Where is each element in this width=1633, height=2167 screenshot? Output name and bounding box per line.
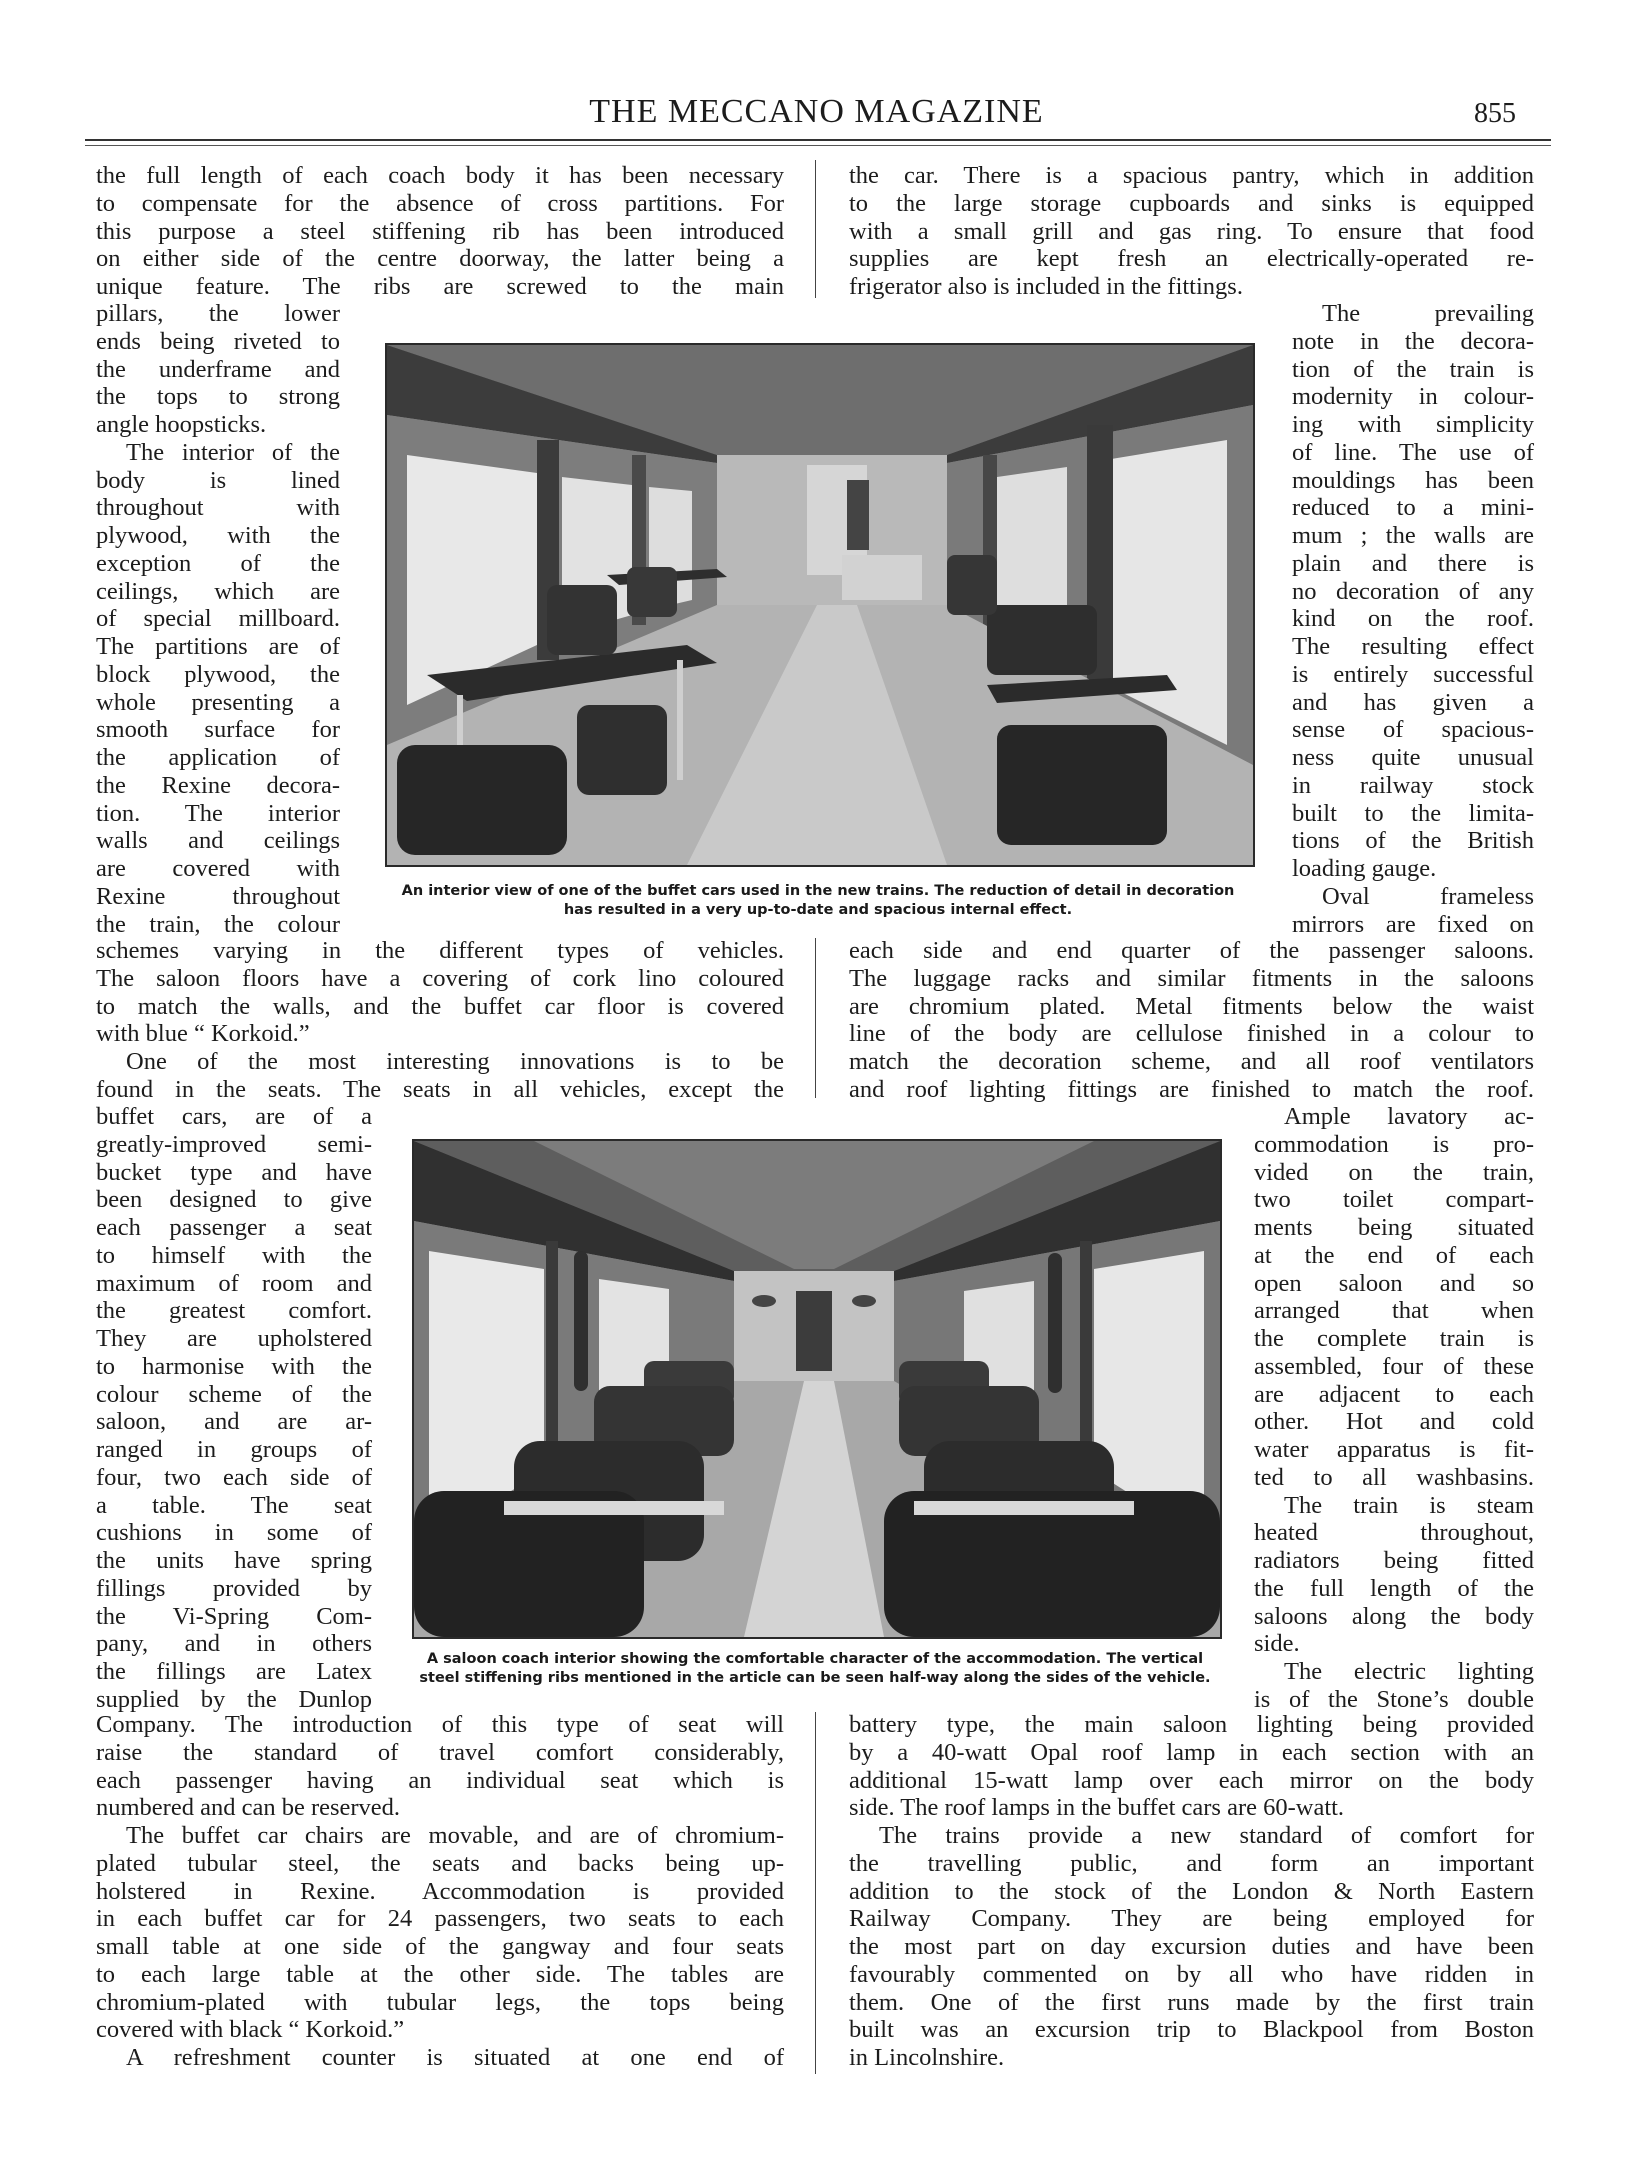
text-line: built to the limita-	[1292, 799, 1534, 827]
header-rule-thin	[85, 145, 1551, 146]
text-line: addition to the stock of the London & North Eastern	[849, 1877, 1534, 1905]
text-line: side. The roof lamps in the buffet cars are 60-watt.	[849, 1794, 1345, 1822]
text-line: holstered in Rexine. Accommodation is provided	[96, 1877, 784, 1905]
article-left-bottom	[96, 1711, 784, 2072]
text-line: supplies are kept fresh an electrically-operated re-	[849, 245, 1534, 273]
text-line: at the end of each	[1254, 1241, 1534, 1269]
text-line: match the decoration scheme, and all roof ventilators	[849, 1048, 1534, 1075]
text-line: found in the seats. The seats in all vehicles, except the	[96, 1075, 784, 1103]
text-line: plywood, with the	[96, 522, 340, 549]
text-line: walls and ceilings	[96, 827, 340, 855]
text-line: greatly-improved semi-	[96, 1130, 372, 1158]
text-line: They are upholstered	[96, 1325, 372, 1352]
saloon-coach-caption	[405, 1650, 1225, 1688]
text-line: The train is steam	[1284, 1491, 1534, 1519]
text-line: a table. The seat	[96, 1491, 372, 1519]
text-line: arranged that when	[1254, 1297, 1534, 1325]
text-line: tion. The interior	[96, 799, 340, 827]
text-line: four, two each side of	[96, 1463, 372, 1491]
text-line: radiators being fitted	[1254, 1547, 1534, 1574]
article-left-narrow-2	[96, 1103, 372, 1714]
text-line: pany, and in others	[96, 1630, 372, 1658]
text-line: the tops to strong	[96, 383, 340, 411]
buffet-car-photo	[385, 343, 1255, 867]
text-line: the car. There is a spacious pantry, which in addition	[849, 162, 1534, 189]
text-line: the train, the colour	[96, 910, 340, 938]
text-line: each passenger having an individual seat which is	[96, 1766, 784, 1794]
text-line: pillars, the lower	[96, 300, 340, 327]
text-line: Company. The introduction of this type of seat will	[96, 1711, 784, 1738]
text-line: loading gauge.	[1292, 855, 1437, 882]
text-line: to the large storage cupboards and sinks is equipped	[849, 189, 1534, 217]
text-line: the units have spring	[96, 1547, 372, 1574]
text-line: frigerator also is included in the fittings.	[849, 273, 1243, 300]
text-line: water apparatus is fit-	[1254, 1436, 1534, 1463]
text-line: tions of the British	[1292, 827, 1534, 855]
text-line: Railway Company. They are being employed for	[849, 1905, 1534, 1933]
text-line: One of the most interesting innovations is to be	[126, 1048, 784, 1075]
header-rule	[85, 139, 1551, 141]
text-line: the greatest comfort.	[96, 1297, 372, 1325]
text-line: to compensate for the absence of cross partitions. For	[96, 189, 784, 217]
text-line: two toilet compart-	[1254, 1186, 1534, 1214]
text-line: in Lincolnshire.	[849, 2044, 1005, 2071]
text-line: The partitions are of	[96, 633, 340, 660]
buffet-car-caption	[378, 882, 1258, 920]
text-line: block plywood, the	[96, 660, 340, 688]
text-line: cushions in some of	[96, 1519, 372, 1547]
text-line: vided on the train,	[1254, 1158, 1534, 1186]
text-line: in railway stock	[1292, 771, 1534, 799]
caption-line: steel stiffening ribs mentioned in the article can be seen half-way along the sides of the vehicle.	[419, 1670, 1211, 1686]
text-line: additional 15-watt lamp over each mirror on the body	[849, 1766, 1534, 1794]
text-line: The prevailing	[1322, 300, 1534, 327]
text-line: mirrors are fixed on	[1292, 910, 1534, 938]
saloon-coach-illustration	[414, 1141, 1220, 1637]
text-line: schemes varying in the different types of vehicles.	[96, 937, 784, 964]
text-line: commodation is pro-	[1254, 1130, 1534, 1158]
text-line: favourably commented on by all who have ridden in	[849, 1960, 1534, 1988]
text-line: The interior of the	[126, 438, 340, 466]
text-line: and has given a	[1292, 688, 1534, 716]
text-line: raise the standard of travel comfort considerably,	[96, 1738, 784, 1766]
article-right-narrow-2	[1254, 1103, 1534, 1714]
text-line: in each buffet car for 24 passengers, two seats to each	[96, 1905, 784, 1933]
text-line: are adjacent to each	[1254, 1380, 1534, 1408]
column-rule-top	[815, 160, 816, 298]
text-line: The electric lighting	[1284, 1658, 1534, 1685]
text-line: saloon, and are ar-	[96, 1408, 372, 1436]
text-line: each passenger a seat	[96, 1214, 372, 1241]
text-line: The luggage racks and similar fitments in the saloons	[849, 964, 1534, 992]
text-line: throughout with	[96, 494, 340, 522]
text-line: body is lined	[96, 466, 340, 494]
text-line: them. One of the first runs made by the first train	[849, 1988, 1534, 2016]
text-line: of line. The use of	[1292, 438, 1534, 466]
text-line: the Rexine decora-	[96, 771, 340, 799]
saloon-coach-photo	[412, 1139, 1222, 1639]
text-line: numbered and can be reserved.	[96, 1794, 401, 1822]
text-line: exception of the	[96, 549, 340, 577]
text-line: plated tubular steel, the seats and backs being up-	[96, 1849, 784, 1877]
article-right-bottom	[849, 1711, 1534, 2072]
text-line: the fillings are Latex	[96, 1658, 372, 1685]
text-line: whole presenting a	[96, 688, 340, 716]
text-line: with blue “ Korkoid.”	[96, 1020, 310, 1048]
text-line: the full length of the	[1254, 1574, 1534, 1602]
text-line: mouldings has been	[1292, 466, 1534, 494]
text-line: the complete train is	[1254, 1325, 1534, 1352]
text-line: kind on the roof.	[1292, 605, 1534, 633]
buffet-car-illustration	[387, 345, 1253, 865]
text-line: fillings provided by	[96, 1574, 372, 1602]
text-line: note in the decora-	[1292, 327, 1534, 355]
text-line: supplied by the Dunlop	[96, 1685, 372, 1713]
text-line: the travelling public, and form an important	[849, 1849, 1534, 1877]
text-line: maximum of room and	[96, 1269, 372, 1297]
text-line: built was an excursion trip to Blackpool from Boston	[849, 2016, 1534, 2044]
caption-line: A saloon coach interior showing the comfortable character of the accommodation. The vertical	[426, 1651, 1204, 1667]
text-line: the full length of each coach body it has been necessary	[96, 162, 784, 189]
article-right-top	[849, 162, 1534, 301]
text-line: to harmonise with the	[96, 1352, 372, 1380]
column-rule-middle	[815, 938, 816, 1098]
article-left-top	[96, 162, 784, 301]
text-line: by a 40-watt Opal roof lamp in each section with an	[849, 1738, 1534, 1766]
text-line: is of the Stone’s double	[1254, 1685, 1534, 1713]
caption-line: An interior view of one of the buffet cars used in the new trains. The reduction of detail in decoration	[401, 883, 1235, 899]
text-line: ends being riveted to	[96, 327, 340, 355]
text-line: ceilings, which are	[96, 577, 340, 605]
text-line: small table at one side of the gangway and four seats	[96, 1933, 784, 1960]
text-line: Ample lavatory ac-	[1284, 1103, 1534, 1130]
text-line: each side and end quarter of the passenger saloons.	[849, 937, 1534, 964]
text-line: on either side of the centre doorway, the latter being a	[96, 245, 784, 273]
text-line: the Vi-Spring Com-	[96, 1602, 372, 1630]
text-line: tion of the train is	[1292, 355, 1534, 383]
text-line: The buffet car chairs are movable, and are of chromium-	[126, 1822, 784, 1849]
article-left-narrow-1	[96, 300, 340, 938]
page-number: 855	[1474, 98, 1516, 129]
text-line: of special millboard.	[96, 605, 340, 633]
text-line: other. Hot and cold	[1254, 1408, 1534, 1436]
text-line: chromium-plated with tubular legs, the tops being	[96, 1988, 784, 2016]
text-line: smooth surface for	[96, 716, 340, 744]
text-line: been designed to give	[96, 1186, 372, 1214]
text-line: the underframe and	[96, 355, 340, 383]
text-line: mum ; the walls are	[1292, 522, 1534, 549]
text-line: buffet cars, are of a	[96, 1103, 372, 1130]
text-line: sense of spacious-	[1292, 716, 1534, 744]
text-line: ments being situated	[1254, 1214, 1534, 1241]
text-line: saloons along the body	[1254, 1602, 1534, 1630]
text-line: the application of	[96, 744, 340, 771]
text-line: open saloon and so	[1254, 1269, 1534, 1297]
text-line: The trains provide a new standard of comfort for	[879, 1822, 1534, 1849]
magazine-title: THE MECCANO MAGAZINE	[589, 93, 1044, 130]
text-line: no decoration of any	[1292, 577, 1534, 605]
text-line: to each large table at the other side. The tables are	[96, 1960, 784, 1988]
text-line: ranged in groups of	[96, 1436, 372, 1463]
text-line: are covered with	[96, 855, 340, 882]
article-left-middle	[96, 937, 784, 1104]
text-line: The resulting effect	[1292, 633, 1534, 660]
text-line: Rexine throughout	[96, 882, 340, 910]
text-line: are chromium plated. Metal fitments below the waist	[849, 992, 1534, 1020]
text-line: with a small grill and gas ring. To ensure that food	[849, 217, 1534, 245]
text-line: unique feature. The ribs are screwed to the main	[96, 273, 784, 300]
text-line: heated throughout,	[1254, 1519, 1534, 1547]
text-line: side.	[1254, 1630, 1300, 1658]
text-line: the most part on day excursion duties and have been	[849, 1933, 1534, 1960]
article-right-narrow-1	[1292, 300, 1534, 938]
text-line: modernity in colour-	[1292, 383, 1534, 411]
text-line: plain and there is	[1292, 549, 1534, 577]
text-line: and roof lighting fittings are finished to match the roof.	[849, 1075, 1534, 1103]
article-right-middle	[849, 937, 1534, 1104]
text-line: The saloon floors have a covering of cork lino coloured	[96, 964, 784, 992]
text-line: colour scheme of the	[96, 1380, 372, 1408]
text-line: angle hoopsticks.	[96, 411, 267, 438]
text-line: line of the body are cellulose finished in a colour to	[849, 1020, 1534, 1048]
text-line: this purpose a steel stiffening rib has been introduced	[96, 217, 784, 245]
text-line: Oval frameless	[1322, 882, 1534, 910]
text-line: battery type, the main saloon lighting being provided	[849, 1711, 1534, 1738]
caption-line: has resulted in a very up-to-date and spacious internal effect.	[563, 902, 1073, 918]
text-line: covered with black “ Korkoid.”	[96, 2016, 405, 2044]
text-line: bucket type and have	[96, 1158, 372, 1186]
text-line: A refreshment counter is situated at one end of	[126, 2044, 784, 2071]
text-line: to himself with the	[96, 1241, 372, 1269]
text-line: ted to all washbasins.	[1254, 1463, 1534, 1491]
text-line: to match the walls, and the buffet car floor is covered	[96, 992, 784, 1020]
text-line: ing with simplicity	[1292, 411, 1534, 438]
column-rule-bottom	[815, 1712, 816, 2074]
text-line: reduced to a mini-	[1292, 494, 1534, 522]
text-line: assembled, four of these	[1254, 1352, 1534, 1380]
text-line: is entirely successful	[1292, 660, 1534, 688]
text-line: ness quite unusual	[1292, 744, 1534, 771]
